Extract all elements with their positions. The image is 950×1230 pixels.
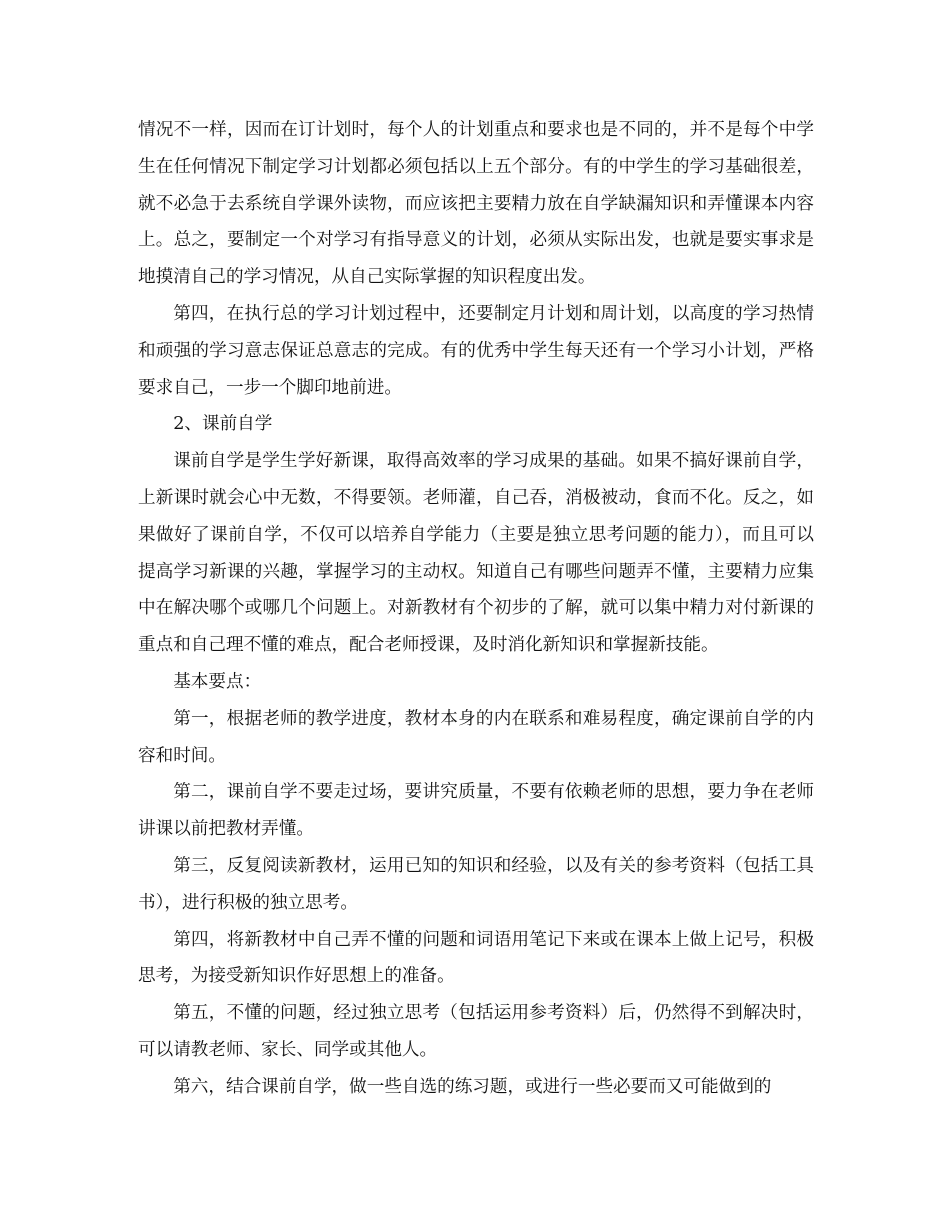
section-heading-preview: 2、课前自学 — [173, 414, 273, 435]
paragraph-preview-intro: 课前自学是学生学好新课，取得高效率的学习成果的基础。如果不搞好课前自学，上新课时就会心中无数，不得要领。老师灌，自己吞，消极被动，食而不化。反之，如果做好了课前自学，不仅可以培养自学能力（主要是独立思考问题的能力），而且可以提高学习新课的兴趣，掌握学习的主动权。知道自己有哪些问题弄不懂，主要精力应集中在解决哪个或哪几个问题上。对新教材有个初步的了解，就可以集中精力对付新课的重点和自己理不懂的难点，配合老师授课，及时消化新知识和掌握新技能。 — [138, 451, 814, 656]
paragraph-point-6: 第六，结合课前自学，做一些自选的练习题，或进行一些必要而又可能做到的 — [173, 1076, 772, 1097]
paragraph-point-4: 第四，将新教材中自己弄不懂的问题和词语用笔记下来或在课本上做上记号，积极思考，为接受新知识作好思想上的准备。 — [138, 929, 814, 987]
subheading-key-points: 基本要点： — [173, 671, 262, 692]
paragraph-fourth-plan: 第四，在执行总的学习计划过程中，还要制定月计划和周计划，以高度的学习热情和顽强的学习意志保证总意志的完成。有的优秀中学生每天还有一个学习小计划，严格要求自己，一步一个脚印地前进。 — [138, 303, 814, 398]
paragraph-continuation: 情况不一样，因而在订计划时，每个人的计划重点和要求也是不同的，并不是每个中学生在任何情况下制定学习计划都必须包括以上五个部分。有的中学生的学习基础很差，就不必急于去系统自学课外读物，而应该把主要精力放在自学缺漏知识和弄懂课本内容上。总之，要制定一个对学习有指导意义的计划，必须从实际出发，也就是要实事求是地摸清自己的学习情况，从自己实际掌握的知识程度出发。 — [138, 120, 814, 288]
paragraph-point-3: 第三，反复阅读新教材，运用已知的知识和经验，以及有关的参考资料（包括工具书），进行积极的独立思考。 — [138, 855, 814, 913]
document-body — [138, 112, 814, 1106]
paragraph-point-2: 第二，课前自学不要走过场，要讲究质量，不要有依赖老师的思想，要力争在老师讲课以前把教材弄懂。 — [138, 782, 814, 840]
paragraph-point-1: 第一，根据老师的教学进度，教材本身的内在联系和难易程度，确定课前自学的内容和时间。 — [138, 708, 814, 766]
paragraph-point-5: 第五，不懂的问题，经过独立思考（包括运用参考资料）后，仍然得不到解决时，可以请教老师、家长、同学或其他人。 — [138, 1003, 814, 1060]
